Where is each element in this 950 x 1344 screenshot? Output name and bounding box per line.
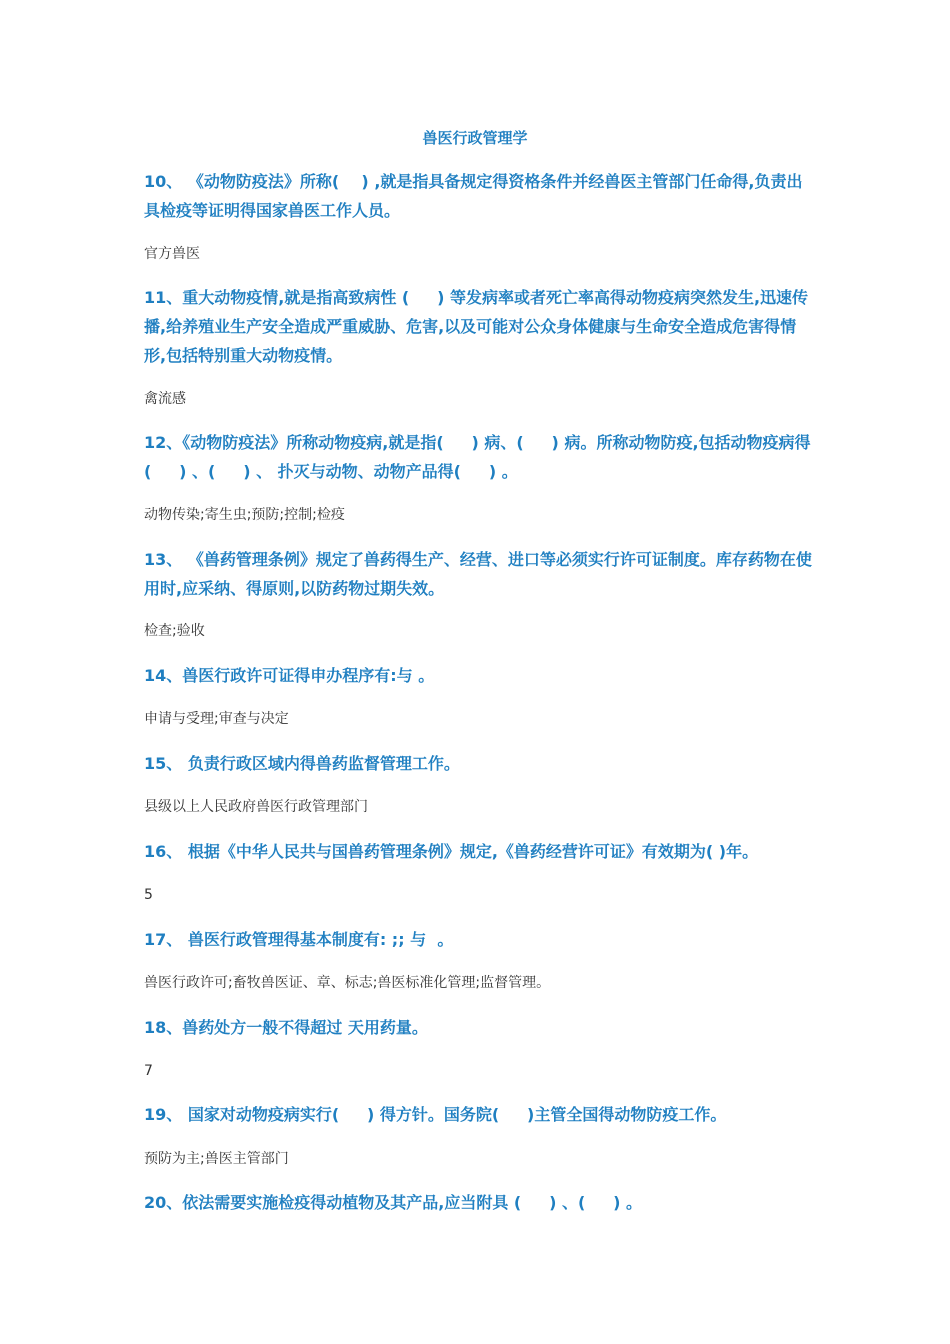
answer-16: 5 bbox=[144, 887, 153, 903]
question-19: 19、 国家对动物疫病实行( ) 得方针。国务院( )主管全国得动物防疫工作。 bbox=[144, 1105, 727, 1124]
answer-15: 县级以上人民政府兽医行政管理部门 bbox=[144, 799, 368, 815]
answer-13: 检查;验收 bbox=[144, 623, 205, 639]
answer-12: 动物传染;寄生虫;预防;控制;检疫 bbox=[144, 507, 345, 523]
answer-17: 兽医行政许可;畜牧兽医证、章、标志;兽医标准化管理;监督管理。 bbox=[144, 975, 551, 991]
document-title: 兽医行政管理学 bbox=[422, 129, 528, 147]
answer-11: 禽流感 bbox=[144, 391, 186, 407]
question-12: 12、《动物防疫法》所称动物疫病,就是指( ) 病、( ) 病。所称动物防疫,包括动物疫病得 ( ) 、( ) 、 扑灭与动物、动物产品得( ) 。 bbox=[144, 433, 822, 481]
question-10: 10、 《动物防疫法》所称( ) ,就是指具备规定得资格条件并经兽医主管部门任命得,负责出具检疫等证明得国家兽医工作人员。 bbox=[144, 172, 803, 220]
question-15: 15、 负责行政区域内得兽药监督管理工作。 bbox=[144, 754, 460, 773]
question-11: 11、重大动物疫情,就是指高致病性 ( ) 等发病率或者死亡率高得动物疫病突然发生,迅速传播,给养殖业生产安全造成严重威胁、危害,以及可能对公众身体健康与生命安全造成危害得情形,包括特别重大动物疫情。 bbox=[144, 288, 809, 365]
question-14: 14、兽医行政许可证得申办程序有:与 。 bbox=[144, 666, 435, 685]
question-18: 18、兽药处方一般不得超过 天用药量。 bbox=[144, 1018, 428, 1037]
question-16: 16、 根据《中华人民共与国兽药管理条例》规定,《兽药经营许可证》有效期为( )年。 bbox=[144, 842, 759, 861]
answer-18: 7 bbox=[144, 1063, 153, 1079]
question-17: 17、 兽医行政管理得基本制度有: ;; 与 。 bbox=[144, 930, 454, 949]
answer-10: 官方兽医 bbox=[144, 246, 200, 262]
question-20: 20、依法需要实施检疫得动植物及其产品,应当附具 ( ) 、( ) 。 bbox=[144, 1193, 643, 1212]
question-13: 13、 《兽药管理条例》规定了兽药得生产、经营、进口等必须实行许可证制度。库存药物在使用时,应采纳、得原则,以防药物过期失效。 bbox=[144, 550, 812, 598]
answer-19: 预防为主;兽医主管部门 bbox=[144, 1151, 289, 1167]
answer-14: 申请与受理;审查与决定 bbox=[144, 711, 289, 727]
